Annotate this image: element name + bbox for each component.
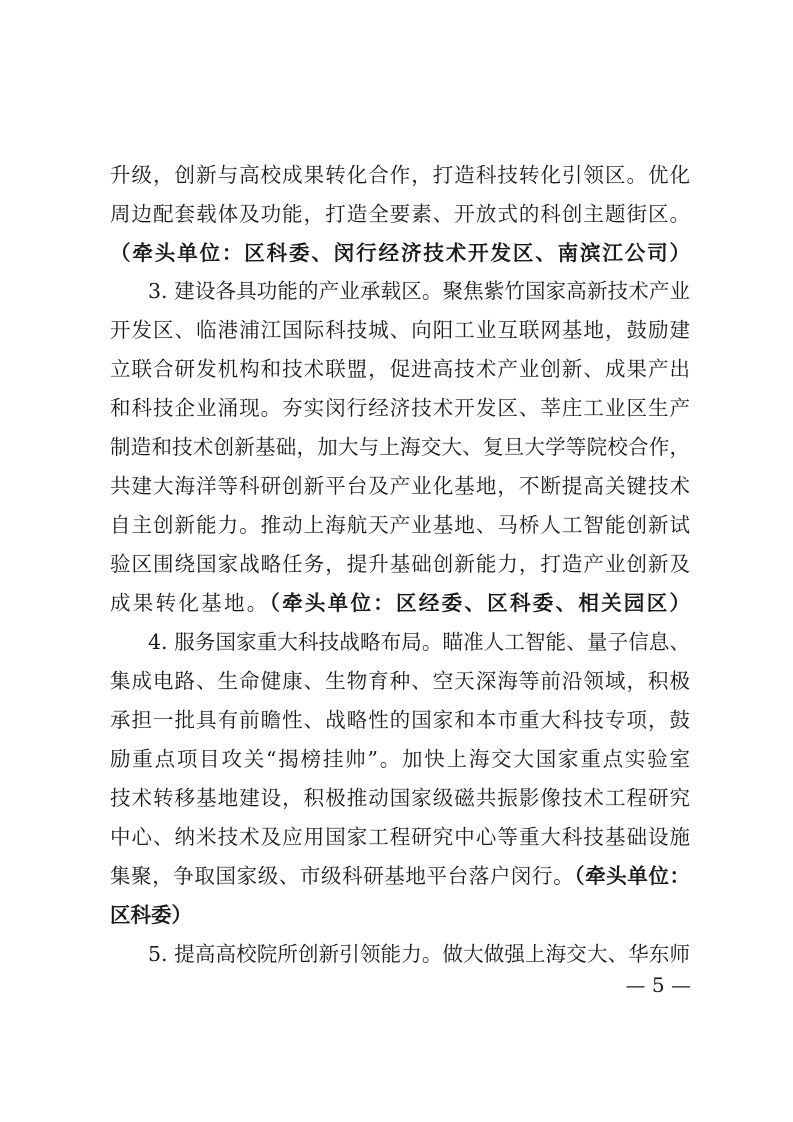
- line-text: 开发区、临港浦江国际科技城、向阳工业互联网基地，鼓励建: [110, 318, 690, 342]
- lead-unit-note-2: （牵头单位：区经委、区科委、相关园区）: [269, 591, 691, 615]
- line-text: 区科委）: [110, 903, 192, 927]
- body-line-19: [110, 859, 690, 893]
- item-4-heading-line: [148, 625, 690, 659]
- line-text: 5. 提高高校院所创新引领能力。做大做强上海交大、华东师: [148, 942, 690, 966]
- lead-unit-note-3: （牵头单位：: [574, 864, 691, 888]
- line-text: 立联合研发机构和技术联盟，促进高技术产业创新、成果产出: [110, 357, 690, 381]
- body-line-1: [110, 158, 690, 192]
- body-line-9: [110, 469, 690, 503]
- line-text: 自主创新能力。推动上海航天产业基地、马桥人工智能创新试: [110, 513, 690, 537]
- line-text: 成果转化基地。: [110, 591, 270, 615]
- body-line-2: [110, 197, 690, 231]
- body-line-5: [110, 313, 690, 347]
- line-text: 3. 建设各具功能的产业承载区。聚焦紫竹国家高新技术产业: [148, 279, 690, 303]
- item-3-heading-line: [148, 274, 690, 308]
- body-line-12: [110, 586, 690, 620]
- lead-unit-note-3-end: [110, 898, 690, 932]
- line-text: （牵头单位：区科委、闵行经济技术开发区、南滨江公司）: [110, 241, 690, 265]
- body-line-10: [110, 508, 690, 542]
- line-text: 励重点项目攻关“揭榜挂帅”。加快上海交大国家重点实验室: [110, 747, 690, 771]
- body-line-15: [110, 703, 690, 737]
- body-line-7: [110, 391, 690, 425]
- body-line-8: [110, 430, 690, 464]
- line-text: 4. 服务国家重大科技战略布局。瞄准人工智能、量子信息、: [148, 630, 690, 654]
- line-text: 验区围绕国家战略任务，提升基础创新能力，打造产业创新及: [110, 552, 690, 576]
- line-text: 升级，创新与高校成果转化合作，打造科技转化引领区。优化: [110, 163, 690, 187]
- line-text: 承担一批具有前瞻性、战略性的国家和本市重大科技专项，鼓: [110, 708, 690, 732]
- line-text: 共建大海洋等科研创新平台及产业化基地，不断提高关键技术: [110, 474, 690, 498]
- line-text: 集成电路、生命健康、生物育种、空天深海等前沿领域，积极: [110, 669, 690, 693]
- line-text: 和科技企业涌现。夯实闵行经济技术开发区、莘庄工业区生产: [110, 396, 690, 420]
- body-line-11: [110, 547, 690, 581]
- body-line-16: [110, 742, 690, 776]
- line-text: 技术转移基地建设，积极推动国家级磁共振影像技术工程研究: [110, 786, 690, 810]
- body-line-18: [110, 820, 690, 854]
- body-line-17: [110, 781, 690, 815]
- body-line-6: [110, 352, 690, 386]
- body-line-14: [110, 664, 690, 698]
- item-5-heading-line: [148, 937, 690, 971]
- line-text: 中心、纳米技术及应用国家工程研究中心等重大科技基础设施: [110, 825, 690, 849]
- lead-unit-note-1: [110, 236, 690, 270]
- line-text: 周边配套载体及功能，打造全要素、开放式的科创主题街区。: [110, 202, 690, 226]
- line-text: 制造和技术创新基础，加大与上海交大、复旦大学等院校合作，: [110, 435, 690, 459]
- page-number: — 5 —: [625, 973, 691, 997]
- line-text: 集聚，争取国家级、市级科研基地平台落户闵行。: [110, 864, 575, 888]
